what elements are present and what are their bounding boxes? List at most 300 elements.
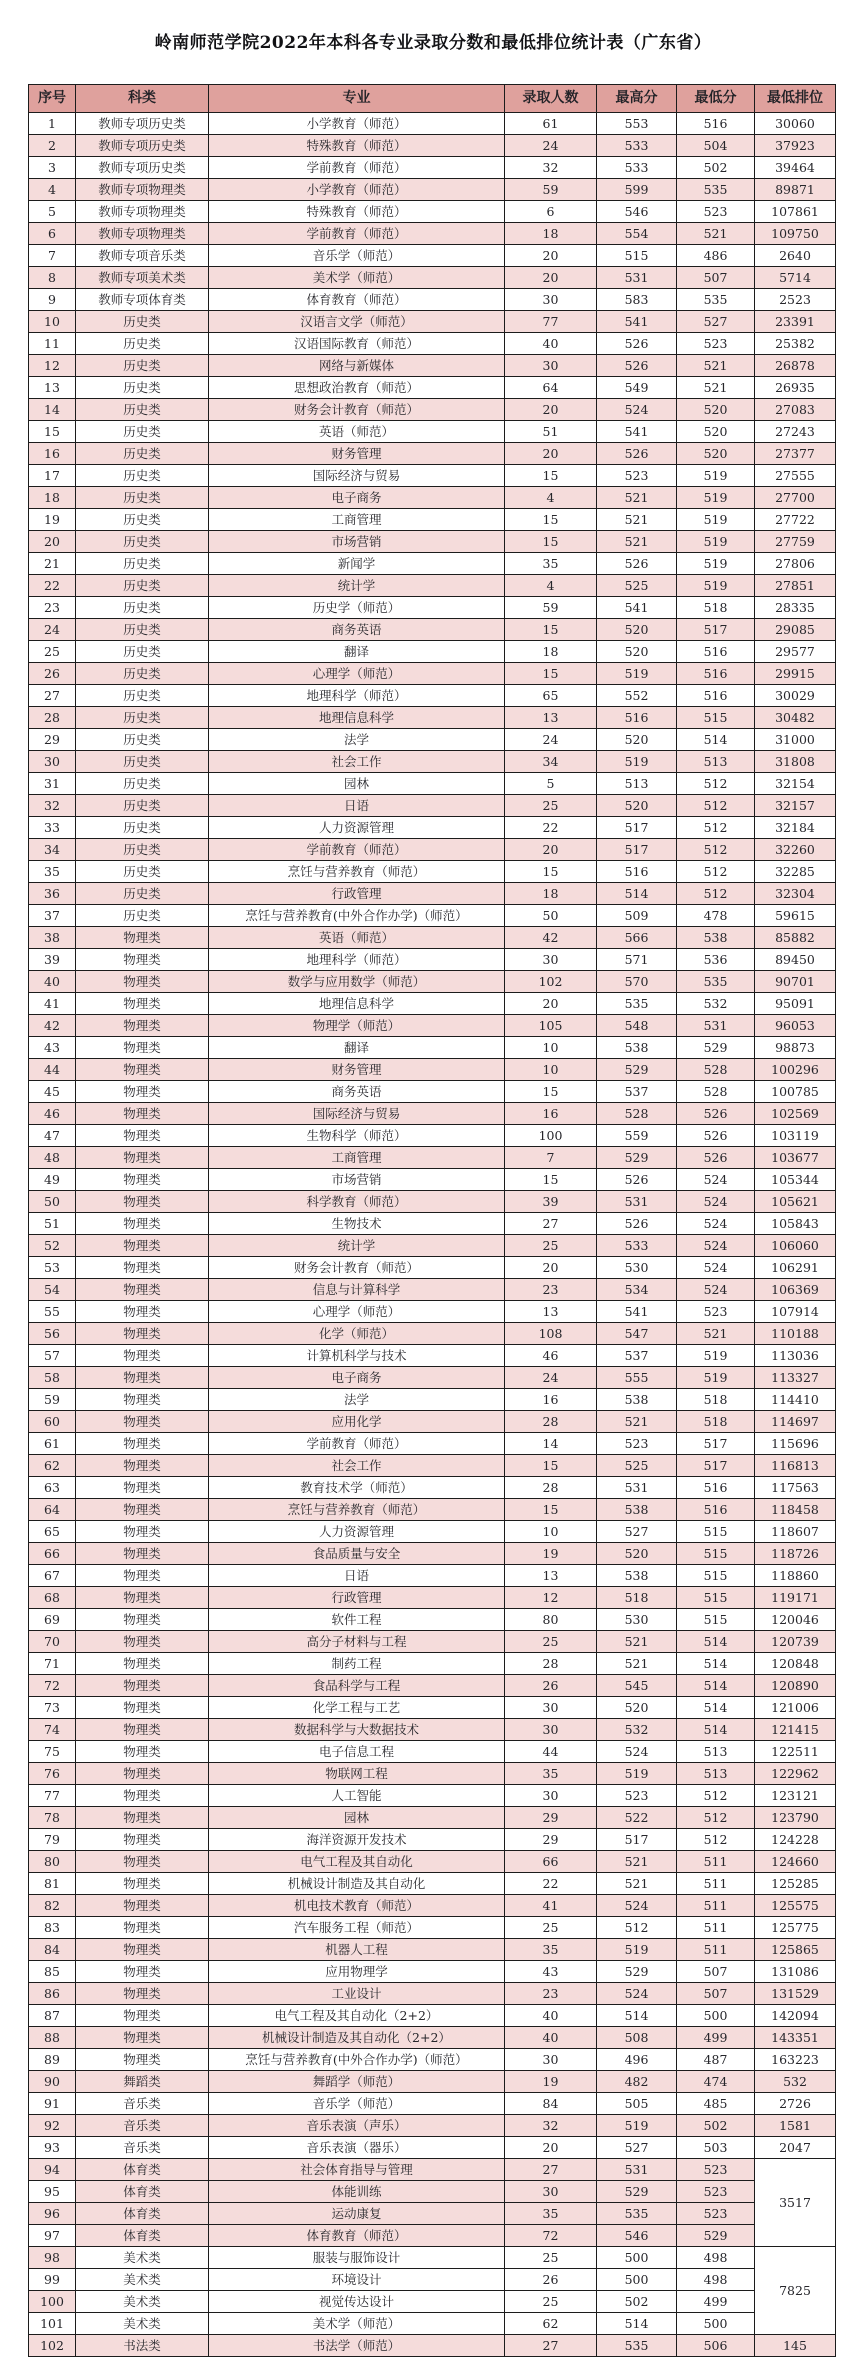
- col-category: 音乐类: [76, 2137, 209, 2159]
- col-min-score: 511: [677, 1917, 755, 1939]
- col-no: 13: [29, 377, 76, 399]
- col-major: 美术学（师范）: [209, 2313, 505, 2335]
- col-category: 物理类: [76, 1785, 209, 1807]
- col-category: 物理类: [76, 1367, 209, 1389]
- col-count: 20: [505, 993, 597, 1015]
- col-min-score: 500: [677, 2313, 755, 2335]
- col-major: 历史学（师范）: [209, 597, 505, 619]
- col-max-score: 517: [597, 1829, 677, 1851]
- col-no: 43: [29, 1037, 76, 1059]
- col-major: 机器人工程: [209, 1939, 505, 1961]
- col-max-score: 552: [597, 685, 677, 707]
- col-no: 98: [29, 2247, 76, 2269]
- col-category: 历史类: [76, 817, 209, 839]
- col-min-score: 504: [677, 135, 755, 157]
- col-major: 化学工程与工艺: [209, 1697, 505, 1719]
- col-min-score: 524: [677, 1279, 755, 1301]
- col-max-score: 521: [597, 1851, 677, 1873]
- col-category: 物理类: [76, 1807, 209, 1829]
- col-min-rank: 27377: [755, 443, 836, 465]
- col-major: 市场营销: [209, 531, 505, 553]
- col-count: 19: [505, 1543, 597, 1565]
- col-min-score: 516: [677, 113, 755, 135]
- col-major: 工商管理: [209, 1147, 505, 1169]
- col-min-rank: 98873: [755, 1037, 836, 1059]
- col-min-rank: 106060: [755, 1235, 836, 1257]
- col-no: 69: [29, 1609, 76, 1631]
- col-no: 71: [29, 1653, 76, 1675]
- col-category: 历史类: [76, 575, 209, 597]
- col-count: 28: [505, 1411, 597, 1433]
- col-max-score: 547: [597, 1323, 677, 1345]
- header-min-rank: 最低排位: [755, 85, 836, 113]
- col-major: 高分子材料与工程: [209, 1631, 505, 1653]
- col-min-rank: 117563: [755, 1477, 836, 1499]
- col-count: 18: [505, 883, 597, 905]
- col-min-rank: 27243: [755, 421, 836, 443]
- col-max-score: 533: [597, 157, 677, 179]
- table-row: [29, 883, 836, 905]
- col-min-rank: 145: [755, 2335, 836, 2357]
- col-min-score: 513: [677, 1741, 755, 1763]
- col-max-score: 517: [597, 839, 677, 861]
- col-min-score: 485: [677, 2093, 755, 2115]
- col-min-score: 524: [677, 1257, 755, 1279]
- col-no: 59: [29, 1389, 76, 1411]
- col-min-score: 513: [677, 1763, 755, 1785]
- col-max-score: 538: [597, 1037, 677, 1059]
- col-min-score: 507: [677, 267, 755, 289]
- col-no: 58: [29, 1367, 76, 1389]
- col-major: 地理信息科学: [209, 993, 505, 1015]
- col-min-rank: 122511: [755, 1741, 836, 1763]
- col-category: 物理类: [76, 2027, 209, 2049]
- col-min-rank: 96053: [755, 1015, 836, 1037]
- col-category: 物理类: [76, 1081, 209, 1103]
- col-min-score: 515: [677, 1543, 755, 1565]
- col-major: 电气工程及其自动化（2+2）: [209, 2005, 505, 2027]
- col-min-rank: 118458: [755, 1499, 836, 1521]
- col-no: 63: [29, 1477, 76, 1499]
- col-min-score: 498: [677, 2247, 755, 2269]
- col-min-score: 519: [677, 553, 755, 575]
- col-min-score: 536: [677, 949, 755, 971]
- col-major: 社会体育指导与管理: [209, 2159, 505, 2181]
- table-row: [29, 2027, 836, 2049]
- col-count: 13: [505, 707, 597, 729]
- col-max-score: 533: [597, 1235, 677, 1257]
- col-category: 物理类: [76, 1895, 209, 1917]
- table-row: [29, 421, 836, 443]
- table-row: [29, 773, 836, 795]
- col-count: 18: [505, 223, 597, 245]
- col-count: 16: [505, 1389, 597, 1411]
- header-category: 科类: [76, 85, 209, 113]
- col-major: 烹饪与营养教育（师范）: [209, 1499, 505, 1521]
- col-no: 38: [29, 927, 76, 949]
- col-major: 小学教育（师范）: [209, 113, 505, 135]
- col-count: 29: [505, 1807, 597, 1829]
- col-category: 物理类: [76, 949, 209, 971]
- col-min-rank: 124660: [755, 1851, 836, 1873]
- col-no: 81: [29, 1873, 76, 1895]
- col-count: 29: [505, 1829, 597, 1851]
- col-major: 商务英语: [209, 1081, 505, 1103]
- col-max-score: 532: [597, 1719, 677, 1741]
- col-min-rank: 100785: [755, 1081, 836, 1103]
- col-no: 96: [29, 2203, 76, 2225]
- col-max-score: 529: [597, 1059, 677, 1081]
- col-min-score: 512: [677, 1829, 755, 1851]
- col-min-score: 516: [677, 663, 755, 685]
- table-row: [29, 2071, 836, 2093]
- col-no: 27: [29, 685, 76, 707]
- col-max-score: 524: [597, 399, 677, 421]
- col-count: 22: [505, 1873, 597, 1895]
- col-count: 65: [505, 685, 597, 707]
- col-max-score: 531: [597, 1191, 677, 1213]
- table-row: [29, 1147, 836, 1169]
- col-category: 物理类: [76, 1037, 209, 1059]
- col-category: 物理类: [76, 1763, 209, 1785]
- col-min-rank: 59615: [755, 905, 836, 927]
- col-count: 15: [505, 1499, 597, 1521]
- col-no: 53: [29, 1257, 76, 1279]
- col-min-score: 499: [677, 2291, 755, 2313]
- col-min-rank: 32304: [755, 883, 836, 905]
- table-row: [29, 707, 836, 729]
- table-row: [29, 1719, 836, 1741]
- col-major: 思想政治教育（师范）: [209, 377, 505, 399]
- col-major: 体育教育（师范）: [209, 289, 505, 311]
- col-min-score: 514: [677, 729, 755, 751]
- col-count: 80: [505, 1609, 597, 1631]
- col-max-score: 523: [597, 1433, 677, 1455]
- table-row: [29, 1411, 836, 1433]
- col-major: 体能训练: [209, 2181, 505, 2203]
- col-min-score: 521: [677, 223, 755, 245]
- col-category: 物理类: [76, 1125, 209, 1147]
- col-no: 39: [29, 949, 76, 971]
- table-row: [29, 927, 836, 949]
- table-row: [29, 861, 836, 883]
- col-min-rank: 115696: [755, 1433, 836, 1455]
- col-no: 75: [29, 1741, 76, 1763]
- col-count: 15: [505, 509, 597, 531]
- col-max-score: 502: [597, 2291, 677, 2313]
- col-major: 物理学（师范）: [209, 1015, 505, 1037]
- col-count: 25: [505, 2247, 597, 2269]
- col-count: 44: [505, 1741, 597, 1763]
- col-major: 烹饪与营养教育（师范）: [209, 861, 505, 883]
- col-count: 28: [505, 1477, 597, 1499]
- col-major: 汽车服务工程（师范）: [209, 1917, 505, 1939]
- col-major: 园林: [209, 773, 505, 795]
- col-count: 72: [505, 2225, 597, 2247]
- col-count: 34: [505, 751, 597, 773]
- col-category: 物理类: [76, 2049, 209, 2071]
- col-min-score: 519: [677, 1345, 755, 1367]
- col-count: 15: [505, 1081, 597, 1103]
- col-min-score: 503: [677, 2137, 755, 2159]
- table-row: [29, 179, 836, 201]
- col-major: 网络与新媒体: [209, 355, 505, 377]
- col-category: 历史类: [76, 509, 209, 531]
- col-category: 历史类: [76, 399, 209, 421]
- col-min-rank: 32184: [755, 817, 836, 839]
- col-no: 28: [29, 707, 76, 729]
- col-min-score: 521: [677, 377, 755, 399]
- col-major: 国际经济与贸易: [209, 465, 505, 487]
- col-min-score: 512: [677, 817, 755, 839]
- table-row: [29, 135, 836, 157]
- header-max-score: 最高分: [597, 85, 677, 113]
- col-no: 85: [29, 1961, 76, 1983]
- col-no: 4: [29, 179, 76, 201]
- col-no: 37: [29, 905, 76, 927]
- col-max-score: 521: [597, 1653, 677, 1675]
- col-no: 79: [29, 1829, 76, 1851]
- col-major: 电子商务: [209, 487, 505, 509]
- table-row: [29, 1279, 836, 1301]
- col-count: 30: [505, 289, 597, 311]
- table-row: [29, 1455, 836, 1477]
- col-no: 78: [29, 1807, 76, 1829]
- col-max-score: 571: [597, 949, 677, 971]
- col-category: 历史类: [76, 663, 209, 685]
- col-category: 物理类: [76, 1015, 209, 1037]
- col-major: 特殊教育（师范）: [209, 135, 505, 157]
- col-max-score: 520: [597, 641, 677, 663]
- col-major: 社会工作: [209, 751, 505, 773]
- col-min-rank: 30029: [755, 685, 836, 707]
- table-row: [29, 1653, 836, 1675]
- col-major: 音乐学（师范）: [209, 245, 505, 267]
- page-title: 岭南师范学院2022年本科各专业录取分数和最低排位统计表（广东省）: [154, 33, 712, 53]
- col-max-score: 508: [597, 2027, 677, 2049]
- col-min-score: 507: [677, 1961, 755, 1983]
- col-min-score: 513: [677, 751, 755, 773]
- col-category: 历史类: [76, 487, 209, 509]
- col-major: 音乐学（师范）: [209, 2093, 505, 2115]
- col-max-score: 599: [597, 179, 677, 201]
- col-max-score: 526: [597, 1169, 677, 1191]
- col-no: 101: [29, 2313, 76, 2335]
- col-category: 教师专项音乐类: [76, 245, 209, 267]
- col-min-score: 486: [677, 245, 755, 267]
- col-min-rank: 163223: [755, 2049, 836, 2071]
- table-row: [29, 2181, 836, 2203]
- header-no: 序号: [29, 85, 76, 113]
- table-row: [29, 2313, 836, 2335]
- col-no: 83: [29, 1917, 76, 1939]
- col-count: 22: [505, 817, 597, 839]
- col-min-score: 529: [677, 2225, 755, 2247]
- col-category: 历史类: [76, 795, 209, 817]
- col-category: 历史类: [76, 311, 209, 333]
- col-major: 日语: [209, 1565, 505, 1587]
- col-min-rank-merged: 3517: [755, 2159, 836, 2247]
- col-major: 园林: [209, 1807, 505, 1829]
- col-category: 教师专项历史类: [76, 157, 209, 179]
- col-max-score: 521: [597, 487, 677, 509]
- col-count: 24: [505, 1367, 597, 1389]
- col-category: 历史类: [76, 839, 209, 861]
- table-row: [29, 509, 836, 531]
- col-no: 65: [29, 1521, 76, 1543]
- col-min-score: 498: [677, 2269, 755, 2291]
- col-category: 历史类: [76, 443, 209, 465]
- col-max-score: 535: [597, 2335, 677, 2357]
- table-row: [29, 1521, 836, 1543]
- col-max-score: 516: [597, 707, 677, 729]
- table-row: [29, 2159, 836, 2181]
- col-min-rank: 28335: [755, 597, 836, 619]
- col-category: 物理类: [76, 1147, 209, 1169]
- col-count: 12: [505, 1587, 597, 1609]
- col-max-score: 523: [597, 1785, 677, 1807]
- table-row: [29, 1807, 836, 1829]
- col-min-score: 523: [677, 333, 755, 355]
- col-no: 48: [29, 1147, 76, 1169]
- col-max-score: 526: [597, 553, 677, 575]
- table-row: [29, 597, 836, 619]
- col-min-rank: 105843: [755, 1213, 836, 1235]
- col-no: 11: [29, 333, 76, 355]
- table-row: [29, 223, 836, 245]
- col-count: 30: [505, 1697, 597, 1719]
- col-major: 财务管理: [209, 1059, 505, 1081]
- col-count: 25: [505, 1917, 597, 1939]
- col-count: 35: [505, 1939, 597, 1961]
- col-count: 4: [505, 575, 597, 597]
- col-no: 6: [29, 223, 76, 245]
- table-row: [29, 1037, 836, 1059]
- col-no: 24: [29, 619, 76, 641]
- col-no: 45: [29, 1081, 76, 1103]
- col-count: 20: [505, 267, 597, 289]
- col-min-score: 519: [677, 509, 755, 531]
- col-min-rank: 27722: [755, 509, 836, 531]
- col-min-score: 512: [677, 839, 755, 861]
- col-min-rank: 32157: [755, 795, 836, 817]
- table-row: [29, 1543, 836, 1565]
- col-category: 历史类: [76, 553, 209, 575]
- col-max-score: 528: [597, 1103, 677, 1125]
- col-min-score: 512: [677, 883, 755, 905]
- col-min-score: 535: [677, 971, 755, 993]
- col-count: 25: [505, 795, 597, 817]
- col-category: 历史类: [76, 685, 209, 707]
- col-no: 60: [29, 1411, 76, 1433]
- col-min-rank: 120739: [755, 1631, 836, 1653]
- col-min-rank: 2047: [755, 2137, 836, 2159]
- table-row: [29, 311, 836, 333]
- col-max-score: 525: [597, 1455, 677, 1477]
- col-major: 应用物理学: [209, 1961, 505, 1983]
- col-max-score: 520: [597, 795, 677, 817]
- col-no: 23: [29, 597, 76, 619]
- table-row: [29, 817, 836, 839]
- table-row: [29, 1763, 836, 1785]
- col-category: 教师专项体育类: [76, 289, 209, 311]
- col-min-rank: 2726: [755, 2093, 836, 2115]
- col-min-rank: 119171: [755, 1587, 836, 1609]
- col-min-score: 512: [677, 773, 755, 795]
- col-min-rank: 25382: [755, 333, 836, 355]
- col-no: 46: [29, 1103, 76, 1125]
- col-category: 美术类: [76, 2269, 209, 2291]
- col-max-score: 519: [597, 1939, 677, 1961]
- col-max-score: 514: [597, 2313, 677, 2335]
- col-category: 物理类: [76, 927, 209, 949]
- col-category: 物理类: [76, 1675, 209, 1697]
- col-category: 美术类: [76, 2313, 209, 2335]
- col-min-score: 514: [677, 1697, 755, 1719]
- col-category: 物理类: [76, 1191, 209, 1213]
- col-major: 财务会计教育（师范）: [209, 1257, 505, 1279]
- table-row: [29, 2269, 836, 2291]
- col-max-score: 525: [597, 575, 677, 597]
- col-min-rank: 125775: [755, 1917, 836, 1939]
- col-count: 20: [505, 399, 597, 421]
- table-row: [29, 289, 836, 311]
- col-major: 市场营销: [209, 1169, 505, 1191]
- col-min-score: 514: [677, 1675, 755, 1697]
- col-min-rank: 532: [755, 2071, 836, 2093]
- col-no: 32: [29, 795, 76, 817]
- table-row: [29, 1851, 836, 1873]
- col-min-rank: 103119: [755, 1125, 836, 1147]
- table-row: [29, 1477, 836, 1499]
- col-category: 物理类: [76, 1697, 209, 1719]
- col-category: 教师专项物理类: [76, 179, 209, 201]
- table-row: [29, 553, 836, 575]
- col-min-score: 514: [677, 1653, 755, 1675]
- col-major: 学前教育（师范）: [209, 157, 505, 179]
- col-count: 19: [505, 2071, 597, 2093]
- col-min-rank: 26878: [755, 355, 836, 377]
- col-count: 40: [505, 2005, 597, 2027]
- col-count: 26: [505, 2269, 597, 2291]
- col-category: 物理类: [76, 1169, 209, 1191]
- col-min-score: 516: [677, 1477, 755, 1499]
- col-major: 机电技术教育（师范）: [209, 1895, 505, 1917]
- col-no: 41: [29, 993, 76, 1015]
- col-min-score: 517: [677, 1433, 755, 1455]
- table-row: [29, 355, 836, 377]
- col-category: 物理类: [76, 1477, 209, 1499]
- col-min-rank: 32285: [755, 861, 836, 883]
- col-count: 40: [505, 333, 597, 355]
- col-min-score: 532: [677, 993, 755, 1015]
- col-count: 16: [505, 1103, 597, 1125]
- col-category: 历史类: [76, 377, 209, 399]
- col-major: 行政管理: [209, 883, 505, 905]
- col-count: 27: [505, 2159, 597, 2181]
- col-no: 47: [29, 1125, 76, 1147]
- col-min-rank: 120848: [755, 1653, 836, 1675]
- col-no: 20: [29, 531, 76, 553]
- table-row: [29, 575, 836, 597]
- col-max-score: 535: [597, 2203, 677, 2225]
- col-max-score: 541: [597, 597, 677, 619]
- col-count: 30: [505, 949, 597, 971]
- col-min-score: 524: [677, 1191, 755, 1213]
- col-category: 物理类: [76, 1939, 209, 1961]
- col-count: 15: [505, 1455, 597, 1477]
- col-category: 音乐类: [76, 2115, 209, 2137]
